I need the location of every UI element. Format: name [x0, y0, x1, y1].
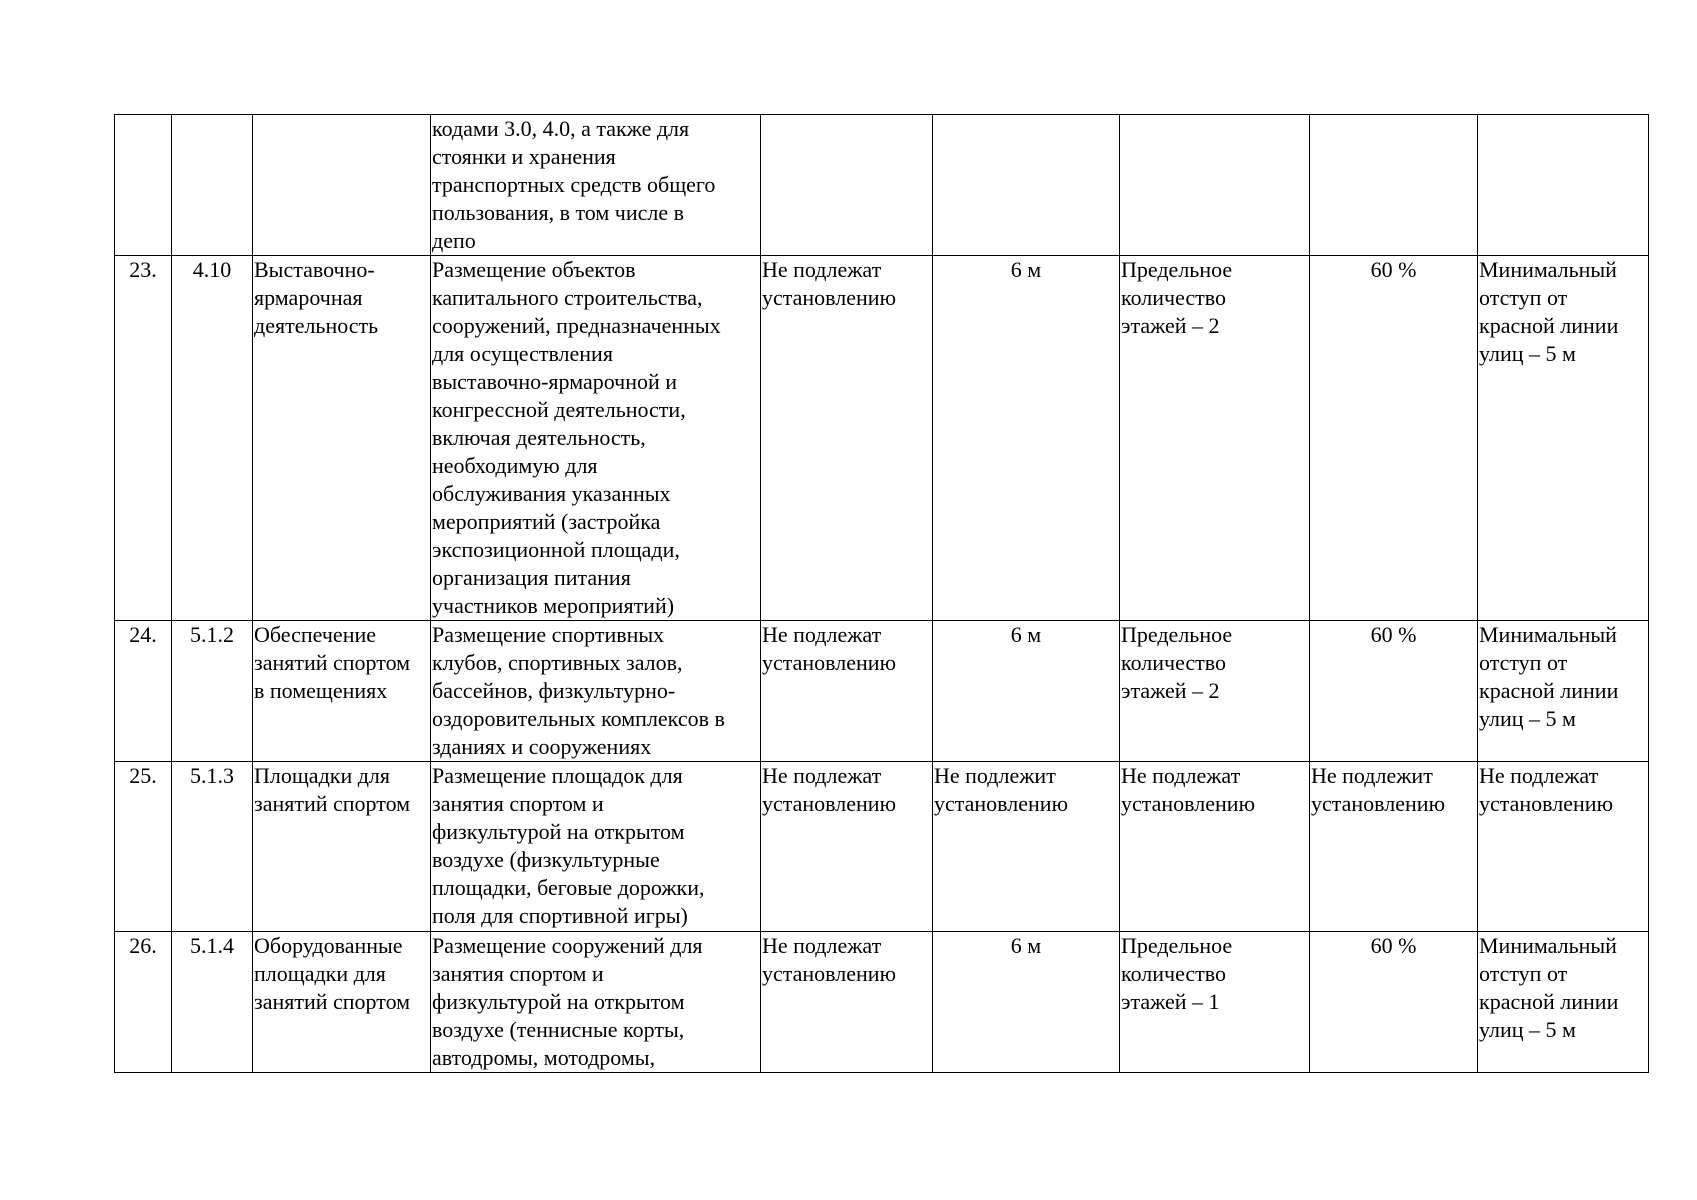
max-floors-cell: Предельное количество этажей – 2 [1120, 256, 1310, 621]
max-floors-cell [1120, 115, 1310, 256]
max-coverage-cell: Не подлежит установлению [1310, 762, 1478, 932]
max-coverage-cell: 60 % [1310, 932, 1478, 1073]
plot-size-cell: Не подлежат установлению [761, 256, 933, 621]
plot-size-cell: Не подлежат установлению [761, 762, 933, 932]
table-row [115, 256, 1649, 621]
max-coverage-cell: 60 % [1310, 621, 1478, 762]
use-code-cell: 5.1.4 [172, 932, 253, 1073]
use-code-cell: 4.10 [172, 256, 253, 621]
max-floors-cell: Не подлежат установлению [1120, 762, 1310, 932]
max-height-cell [933, 115, 1120, 256]
land-use-regulations-table [114, 114, 1649, 1073]
row-number-cell: 23. [115, 256, 172, 621]
plot-size-cell: Не подлежат установлению [761, 932, 933, 1073]
row-number-cell: 25. [115, 762, 172, 932]
table-row [115, 932, 1649, 1073]
min-setback-cell: Не подлежат установлению [1478, 762, 1649, 932]
max-floors-cell: Предельное количество этажей – 1 [1120, 932, 1310, 1073]
table-row [115, 621, 1649, 762]
min-setback-cell: Минимальный отступ от красной линии улиц – 5 м [1478, 256, 1649, 621]
max-coverage-cell: 60 % [1310, 256, 1478, 621]
max-height-cell: 6 м [933, 256, 1120, 621]
plot-size-cell [761, 115, 933, 256]
use-description-cell: Размещение сооружений для занятия спортом и физкультурой на открытом воздухе (теннисные корты, автодромы, мотодромы, [431, 932, 761, 1073]
max-height-cell: 6 м [933, 621, 1120, 762]
use-description-cell: Размещение объектов капитального строительства, сооружений, предназначенных для осуществления выставочно-ярмарочной и конгрессной деятельности, включая деятельность, необходимую для обслуживания указанных мероприятий (застройка экспозиционной площади, организация питания участников мероприятий) [431, 256, 761, 621]
max-height-cell: 6 м [933, 932, 1120, 1073]
use-description-cell: Размещение площадок для занятия спортом и физкультурой на открытом воздухе (физкультурные площадки, беговые дорожки, поля для спортивной игры) [431, 762, 761, 932]
max-floors-cell: Предельное количество этажей – 2 [1120, 621, 1310, 762]
min-setback-cell: Минимальный отступ от красной линии улиц – 5 м [1478, 932, 1649, 1073]
use-code-cell: 5.1.2 [172, 621, 253, 762]
use-code-cell: 5.1.3 [172, 762, 253, 932]
use-description-cell: кодами 3.0, 4.0, а также для стоянки и хранения транспортных средств общего пользования, в том числе в депо [431, 115, 761, 256]
max-height-cell: Не подлежит установлению [933, 762, 1120, 932]
row-number-cell: 24. [115, 621, 172, 762]
table-row [115, 762, 1649, 932]
row-number-cell: 26. [115, 932, 172, 1073]
use-description-cell: Размещение спортивных клубов, спортивных залов, бассейнов, физкультурно- оздоровительных комплексов в зданиях и сооружениях [431, 621, 761, 762]
use-code-cell [172, 115, 253, 256]
plot-size-cell: Не подлежат установлению [761, 621, 933, 762]
use-name-cell: Обеспечение занятий спортом в помещениях [253, 621, 431, 762]
row-number-cell [115, 115, 172, 256]
use-name-cell [253, 115, 431, 256]
min-setback-cell [1478, 115, 1649, 256]
min-setback-cell: Минимальный отступ от красной линии улиц – 5 м [1478, 621, 1649, 762]
max-coverage-cell [1310, 115, 1478, 256]
table-row [115, 115, 1649, 256]
use-name-cell: Оборудованные площадки для занятий спортом [253, 932, 431, 1073]
use-name-cell: Площадки для занятий спортом [253, 762, 431, 932]
use-name-cell: Выставочно- ярмарочная деятельность [253, 256, 431, 621]
